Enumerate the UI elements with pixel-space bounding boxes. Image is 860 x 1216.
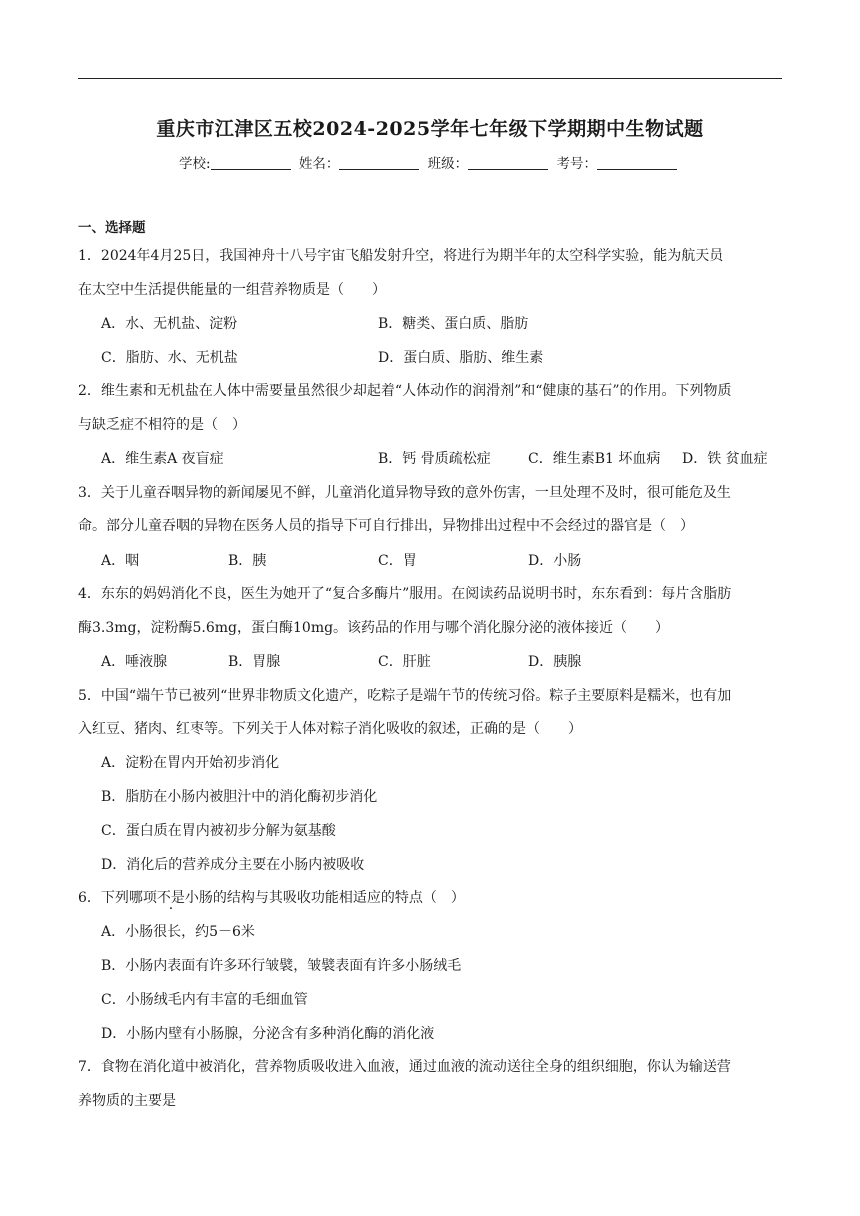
question-4-option-a[interactable]: A．唾液腺 [101,654,168,670]
question-7-line-2: 养物质的主要是 [78,1093,176,1109]
question-2-option-d[interactable]: D．铁 贫血症 [682,451,768,467]
exam-number-label: 考号： [556,156,597,172]
question-1-option-a[interactable]: A．水、无机盐、淀粉 [101,316,238,332]
question-6-option-b[interactable]: B．小肠内表面有许多环行皱襞，皱襞表面有许多小肠绒毛 [101,958,462,974]
question-4-option-d[interactable]: D．胰腺 [528,654,582,670]
question-4-line-1: 4．东东的妈妈消化不良，医生为她开了“复合多酶片”服用。在阅读药品说明书时，东东看到：每片含脂肪 [78,586,732,602]
name-blank[interactable] [339,155,419,170]
question-7-line-1: 7．食物在消化道中被消化，营养物质吸收进入血液，通过血液的流动送往全身的组织细胞，你认为输送营 [78,1059,731,1075]
question-6-stem [78,888,465,908]
question-4-option-b[interactable]: B．胃腺 [228,654,281,670]
name-label: 姓名： [298,156,340,172]
question-3-option-d[interactable]: D．小肠 [528,553,582,569]
question-3-option-a[interactable]: A．咽 [101,553,140,569]
question-1-option-b[interactable]: B．糖类、蛋白质、脂肪 [378,316,529,332]
question-6-stem-suffix: 小肠的结构与其吸收功能相适应的特点（ ） [184,890,465,906]
question-2-line-1: 2．维生素和无机盐在人体中需要量虽然很少却起着“人体动作的润滑剂”和“健康的基石”的作用。下列物质 [78,383,732,399]
question-5-option-c[interactable]: C．蛋白质在胃内被初步分解为氨基酸 [101,823,336,839]
exam-number-blank[interactable] [597,155,677,170]
question-1-line-2: 在太空中生活提供能量的一组营养物质是（ ） [78,282,386,298]
question-2-option-b[interactable]: B．钙 骨质疏松症 [378,451,491,467]
question-5-option-d[interactable]: D．消化后的营养成分主要在小肠内被吸收 [101,857,365,873]
question-1-option-d[interactable]: D．蛋白质、脂肪、维生素 [378,350,544,366]
question-3-option-c[interactable]: C．胃 [378,553,417,569]
question-2-option-c[interactable]: C．维生素B1 坏血病 [528,451,661,467]
question-6-emphasis: 不是 [156,890,185,906]
question-6-stem-prefix: 6．下列哪项 [78,890,157,906]
question-2-option-a[interactable]: A．维生素A 夜盲症 [101,451,224,467]
section-title: 一、选择题 [78,220,146,236]
question-1-line-1: 1．2024年4月25日，我国神舟十八号宇宙飞船发射升空，将进行为期半年的太空科学实验，能为航天员 [78,248,724,264]
class-blank[interactable] [468,155,548,170]
question-3-line-1: 3．关于儿童吞咽异物的新闻屡见不鲜，儿童消化道异物导致的意外伤害，一旦处理不及时，很可能危及生 [78,485,731,501]
question-1-option-c[interactable]: C．脂肪、水、无机盐 [101,350,238,366]
question-5-option-b[interactable]: B．脂肪在小肠内被胆汁中的消化酶初步消化 [101,789,378,805]
question-5-line-2: 入红豆、猪肉、红枣等。下列关于人体对粽子消化吸收的叙述，正确的是（ ） [78,721,582,737]
page-title: 重庆市江津区五校2024-2025学年七年级下学期期中生物试题 [156,118,704,140]
question-6-option-c[interactable]: C．小肠绒毛内有丰富的毛细血管 [101,992,308,1008]
question-3-option-b[interactable]: B．胰 [228,553,267,569]
school-label: 学校: [179,156,211,172]
class-label: 班级： [427,156,469,172]
header-rule [78,78,782,79]
question-2-line-2: 与缺乏症不相符的是（ ） [78,417,246,433]
question-4-line-2: 酶3.3mg，淀粉酶5.6mg，蛋白酶10mg。该药品的作用与哪个消化腺分泌的液体接近（ ） [78,620,670,636]
question-4-option-c[interactable]: C．肝脏 [378,654,431,670]
question-6-option-d[interactable]: D．小肠内壁有小肠腺，分泌含有多种消化酶的消化液 [101,1026,435,1042]
question-3-line-2: 命。部分儿童吞咽的异物在医务人员的指导下可自行排出，异物排出过程中不会经过的器官是（ ） [78,518,694,534]
school-blank[interactable] [211,155,291,170]
question-5-line-1: 5．中国“端午节已被列“世界非物质文化遗产，吃粽子是端午节的传统习俗。粽子主要原料是糯米，也有加 [78,688,732,704]
question-5-option-a[interactable]: A．淀粉在胃内开始初步消化 [101,755,280,771]
question-6-option-a[interactable]: A．小肠很长，约5－6米 [101,924,255,940]
student-info-line [0,152,860,172]
